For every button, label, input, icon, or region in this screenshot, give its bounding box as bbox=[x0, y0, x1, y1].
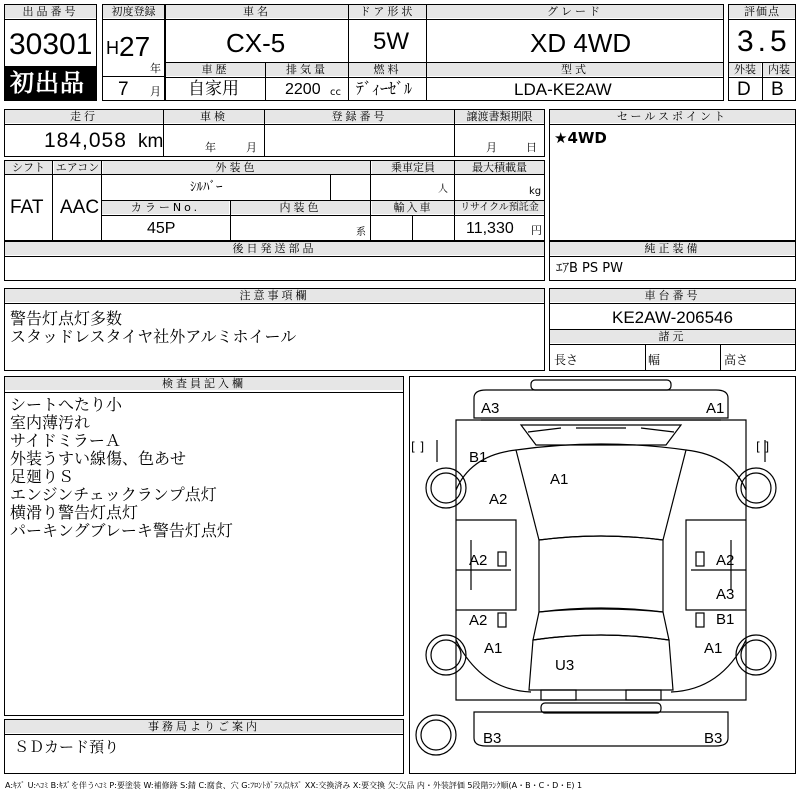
office-text: ＳＤカード預り bbox=[14, 738, 120, 756]
interior-color-unit: 系 bbox=[356, 227, 366, 238]
car-name: CX-5 bbox=[226, 28, 286, 58]
import-label: 輸入車 bbox=[372, 201, 454, 214]
history-label: 車歴 bbox=[166, 63, 265, 76]
length-label: 長さ bbox=[554, 353, 579, 367]
damage-mark: U3 bbox=[555, 657, 575, 674]
height-label: 高さ bbox=[724, 353, 749, 367]
transfer-month-unit: 月 bbox=[486, 141, 497, 154]
damage-mark: A2 bbox=[469, 612, 488, 629]
damage-mark: B3 bbox=[704, 730, 723, 747]
exterior-color-label: 外装色 bbox=[103, 161, 370, 174]
notes-line: 警告灯点灯多数 bbox=[10, 309, 123, 328]
inspector-line: サイドミラーＡ bbox=[10, 431, 121, 450]
door-type: 5W bbox=[373, 28, 409, 55]
inspector-line: 外装うすい線傷、色あせ bbox=[10, 449, 187, 468]
inspection-label: 車検 bbox=[164, 110, 264, 123]
damage-mark: A2 bbox=[716, 552, 735, 569]
recycle-value: 11,330 bbox=[466, 220, 514, 237]
damage-mark: A1 bbox=[484, 640, 503, 657]
interior-rating-label: 内装 bbox=[763, 63, 795, 76]
displacement-label: 排気量 bbox=[266, 63, 348, 76]
inspector-line: シートへたり小 bbox=[10, 395, 123, 414]
notes-text bbox=[10, 310, 296, 346]
plate-label: 登録番号 bbox=[265, 110, 454, 123]
damage-mark: B3 bbox=[483, 730, 502, 747]
rating-label: 評価点 bbox=[729, 5, 795, 18]
damage-mark: A1 bbox=[550, 471, 569, 488]
damage-mark: A1 bbox=[706, 400, 725, 417]
grade: XD 4WD bbox=[530, 28, 632, 58]
model-label: 型式 bbox=[427, 63, 723, 76]
capacity-label: 乗車定員 bbox=[372, 161, 454, 174]
color-no: 45P bbox=[147, 220, 176, 237]
door-label: ドア形状 bbox=[349, 5, 426, 18]
mileage-value: 184,058 bbox=[44, 129, 127, 152]
registration-label: 初度登録 bbox=[103, 5, 164, 18]
fuel-label: 燃料 bbox=[349, 63, 426, 76]
office-label: 事務局よりご案内 bbox=[5, 720, 403, 733]
chassis-number: KE2AW-206546 bbox=[612, 308, 733, 327]
car-name-label: 車名 bbox=[166, 5, 348, 18]
inspector-line: パーキングブレーキ警告灯点灯 bbox=[10, 521, 233, 540]
transfer-day-unit: 日 bbox=[526, 141, 537, 154]
exterior-color: ｼﾙﾊﾞｰ bbox=[190, 180, 223, 195]
inspector-line: 横滑り警告灯点灯 bbox=[10, 503, 139, 522]
lot-number: 30301 bbox=[9, 28, 93, 61]
bracket-right: [ ] bbox=[756, 440, 770, 454]
equipment-text: ｴｱB PS PW bbox=[556, 261, 623, 276]
transfer-docs-label: 譲渡書類期限 bbox=[455, 110, 544, 123]
damage-mark: A1 bbox=[704, 640, 723, 657]
inspector-line: 室内薄汚れ bbox=[10, 413, 91, 432]
recycle-unit: 円 bbox=[531, 224, 542, 237]
rating-score: 3.5 bbox=[737, 25, 791, 58]
max-load-label: 最大積載量 bbox=[455, 161, 544, 174]
registration-month-unit: 月 bbox=[150, 85, 161, 98]
damage-mark: A2 bbox=[489, 491, 508, 508]
grade-label: グレード bbox=[427, 5, 723, 18]
exterior-rating-label: 外装 bbox=[729, 63, 761, 76]
inspector-line: エンジンチェックランプ点灯 bbox=[10, 485, 217, 504]
equipment-label: 純正装備 bbox=[550, 242, 795, 255]
registration-year-unit: 年 bbox=[150, 62, 161, 75]
lot-label: 出品番号 bbox=[5, 5, 96, 18]
bracket-left: [ ] bbox=[411, 440, 425, 454]
shift: FAT bbox=[10, 197, 44, 218]
inspector-text bbox=[10, 396, 233, 540]
exterior-rating: D bbox=[737, 79, 751, 100]
damage-mark: A3 bbox=[716, 586, 735, 603]
chassis-label: 車台番号 bbox=[550, 289, 795, 302]
displacement: 2200 bbox=[285, 81, 321, 98]
model-code: LDA-KE2AW bbox=[514, 80, 612, 99]
interior-color-label: 内装色 bbox=[231, 201, 370, 214]
notes-label: 注意事項欄 bbox=[5, 289, 544, 302]
legend: A:ｷｽﾞ U:ﾍｺﾐ B:ｷｽﾞを伴うﾍｺﾐ P:要塗装 W:補修跡 S:錆 C:腐食、穴 G:ﾌﾛﾝﾄｶﾞﾗｽ点ｷｽﾞ XX:交換済み X:要交換 欠:欠品 内・外装評価 5段階ﾗﾝｸ順(A・B・C・D・E) 1 bbox=[5, 781, 583, 790]
sales-point-text: ★4WD bbox=[554, 129, 607, 147]
interior-rating: B bbox=[771, 79, 784, 100]
displacement-unit: cc bbox=[330, 87, 341, 98]
fuel: ﾃﾞｨｰｾﾞﾙ bbox=[356, 79, 413, 98]
damage-mark: B1 bbox=[716, 611, 735, 628]
dimensions-label: 諸元 bbox=[550, 330, 795, 343]
registration-era: H bbox=[106, 38, 119, 58]
ac: AAC bbox=[60, 197, 100, 218]
notes-line: スタッドレスタイヤ社外アルミホイール bbox=[10, 327, 297, 346]
mileage-unit: km bbox=[138, 131, 164, 152]
damage-mark: A2 bbox=[469, 552, 488, 569]
ac-label: エアコン bbox=[55, 161, 100, 174]
registration-year: 27 bbox=[119, 31, 151, 62]
first-listing-text: 初出品 bbox=[10, 69, 85, 97]
inspection-month-unit: 月 bbox=[246, 141, 257, 154]
inspector-label: 検査員記入欄 bbox=[5, 377, 403, 390]
capacity-unit: 人 bbox=[438, 184, 448, 195]
recycle-label: リサイクル預託金 bbox=[455, 201, 544, 214]
registration-month: 7 bbox=[118, 79, 129, 100]
color-no-label: カラーNo. bbox=[102, 201, 229, 214]
mileage-label: 走行 bbox=[5, 110, 163, 123]
car-diagram bbox=[409, 376, 796, 774]
damage-mark: B1 bbox=[469, 449, 488, 466]
history: 自家用 bbox=[188, 79, 239, 99]
inspection-year-unit: 年 bbox=[205, 141, 216, 154]
sales-point-label: セールスポイント bbox=[550, 110, 795, 123]
inspector-line: 足廻りＳ bbox=[10, 467, 75, 486]
later-parts-label: 後日発送部品 bbox=[5, 242, 544, 255]
car-outline-drawing bbox=[410, 377, 795, 773]
max-load-unit: kg bbox=[529, 186, 542, 197]
damage-mark: A3 bbox=[481, 400, 500, 417]
width-label: 幅 bbox=[648, 353, 661, 367]
shift-label: シフト bbox=[5, 161, 52, 174]
